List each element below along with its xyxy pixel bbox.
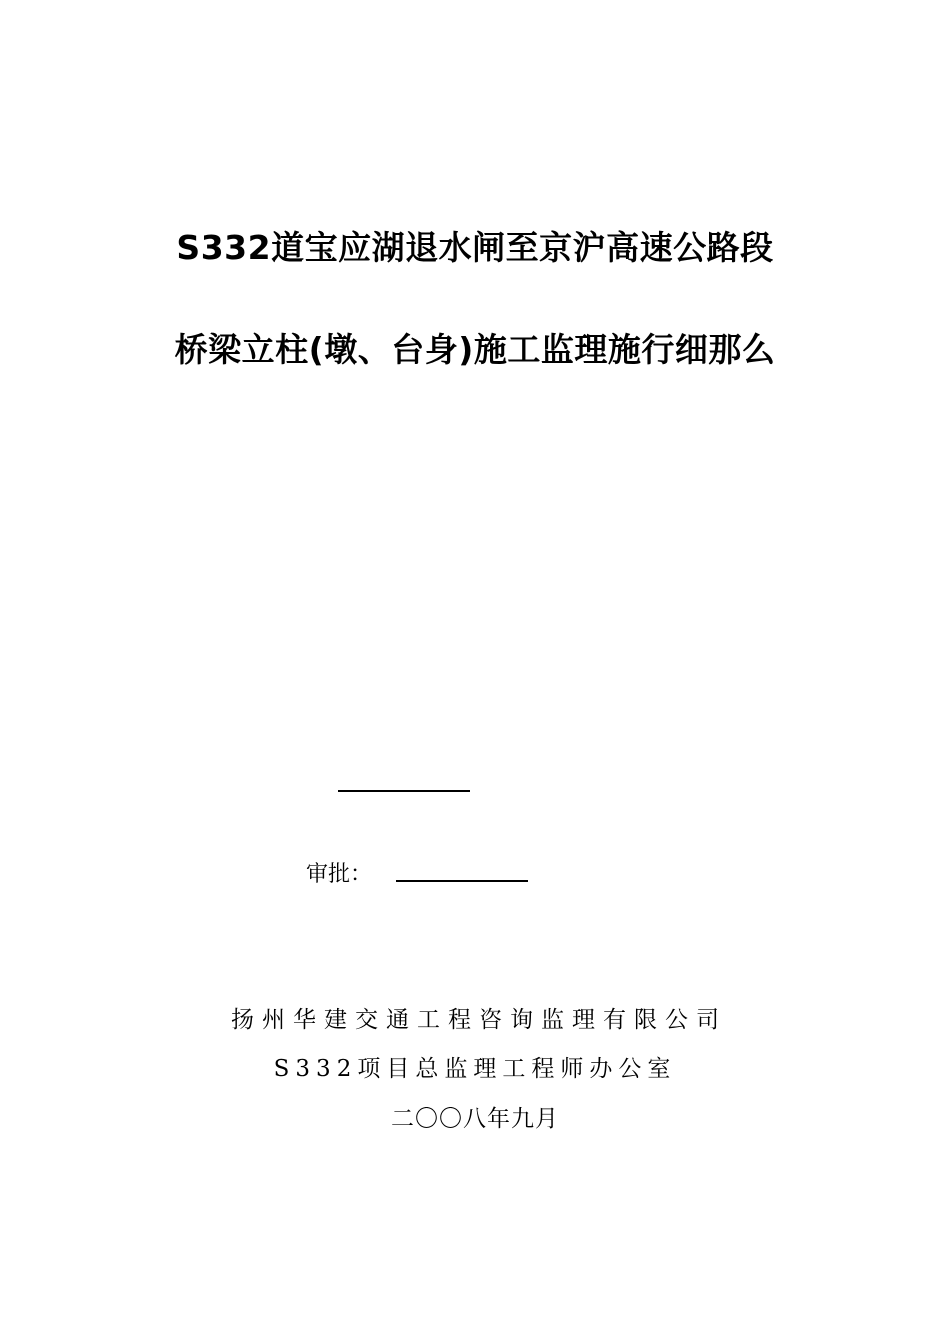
signature-blank-line — [338, 790, 470, 792]
document-date: 二〇〇八年九月 — [391, 1106, 559, 1132]
document-title-line-1: S332道宝应湖退水闸至京沪高速公路段 — [176, 228, 774, 267]
approval-label: 审批： — [306, 861, 373, 887]
office-name: S332项目总监理工程师办公室 — [273, 1056, 677, 1082]
company-name: 扬州华建交通工程咨询监理有限公司 — [231, 1007, 727, 1033]
approval-blank-line — [396, 880, 528, 882]
document-title-line-2: 桥梁立柱(墩、台身)施工监理施行细那么 — [174, 330, 776, 369]
approval-row — [306, 856, 372, 888]
